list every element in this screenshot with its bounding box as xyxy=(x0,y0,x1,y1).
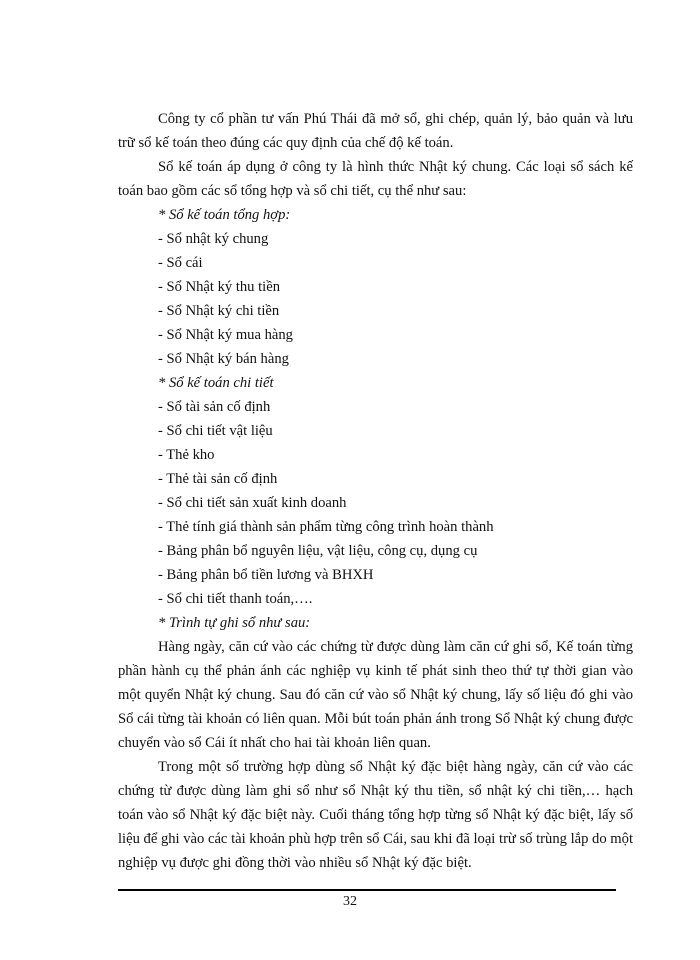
detail-ledger-list xyxy=(118,395,633,611)
page-number: 32 xyxy=(343,894,357,909)
list-item: - Sổ Nhật ký bán hàng xyxy=(158,351,289,367)
general-ledger-list xyxy=(118,227,633,371)
list-item: - Sổ cái xyxy=(158,255,203,271)
list-item: - Sổ chi tiết thanh toán,…. xyxy=(158,591,313,607)
list-item: - Bảng phân bổ nguyên liệu, vật liệu, công cụ, dụng cụ xyxy=(158,543,478,559)
page-content xyxy=(118,107,633,875)
list-item: - Sổ Nhật ký thu tiền xyxy=(158,279,281,295)
intro-paragraph-1: Công ty cổ phần tư vấn Phú Thái đã mở sổ, ghi chép, quản lý, bảo quản và lưu trữ sổ kế toán theo đúng các quy định của chế độ kế toán. xyxy=(118,111,633,151)
detail-ledger-heading: * Sổ kế toán chi tiết xyxy=(158,375,274,391)
list-item: - Thẻ tài sản cố định xyxy=(158,471,278,487)
list-item: - Sổ chi tiết vật liệu xyxy=(158,423,273,439)
list-item: - Thẻ kho xyxy=(158,447,215,463)
list-item: - Sổ nhật ký chung xyxy=(158,231,269,247)
list-item: - Sổ chi tiết sản xuất kinh doanh xyxy=(158,495,347,511)
procedure-paragraph-1: Hàng ngày, căn cứ vào các chứng từ được dùng làm căn cứ ghi sổ, Kế toán từng phần hành cụ thể phản ánh các nghiệp vụ kinh tế phát sinh theo thứ tự thời gian vào một quyển Nhật ký chung. Sau đó căn cứ vào sổ Nhật ký chung, lấy số liệu đó ghi vào Sổ cái từng tài khoản có liên quan. Mỗi bút toán phản ánh trong Sổ Nhật ký chung được chuyển vào sổ Cái ít nhất cho hai tài khoản liên quan. xyxy=(118,639,633,751)
general-ledger-heading: * Sổ kế toán tổng hợp: xyxy=(158,207,291,223)
list-item: - Sổ Nhật ký mua hàng xyxy=(158,327,293,343)
list-item: - Sổ tài sản cố định xyxy=(158,399,271,415)
procedure-heading: * Trình tự ghi sổ như sau: xyxy=(158,615,311,631)
list-item: - Sổ Nhật ký chi tiền xyxy=(158,303,280,319)
procedure-paragraph-2: Trong một số trường hợp dùng sổ Nhật ký đặc biệt hàng ngày, căn cứ vào các chứng từ được dùng làm ghi sổ như sổ Nhật ký thu tiền, sổ nhật ký chi tiền,… hạch toán vào sổ Nhật ký đặc biệt này. Cuối tháng tổng hợp từng sổ Nhật ký đặc biệt, lấy số liệu để ghi vào các tài khoản phù hợp trên sổ Cái, sau khi đã loại trừ số trùng lắp do một nghiệp vụ được ghi đồng thời vào nhiều sổ Nhật ký đặc biệt. xyxy=(118,759,633,871)
list-item: - Thẻ tính giá thành sản phẩm từng công trình hoàn thành xyxy=(158,519,494,535)
list-item: - Bảng phân bổ tiền lương và BHXH xyxy=(158,567,374,583)
intro-paragraph-2: Sổ kế toán áp dụng ở công ty là hình thức Nhật ký chung. Các loại sổ sách kế toán bao gồm các sổ tổng hợp và sổ chi tiết, cụ thể như sau: xyxy=(118,159,633,199)
footer-divider xyxy=(118,889,616,891)
